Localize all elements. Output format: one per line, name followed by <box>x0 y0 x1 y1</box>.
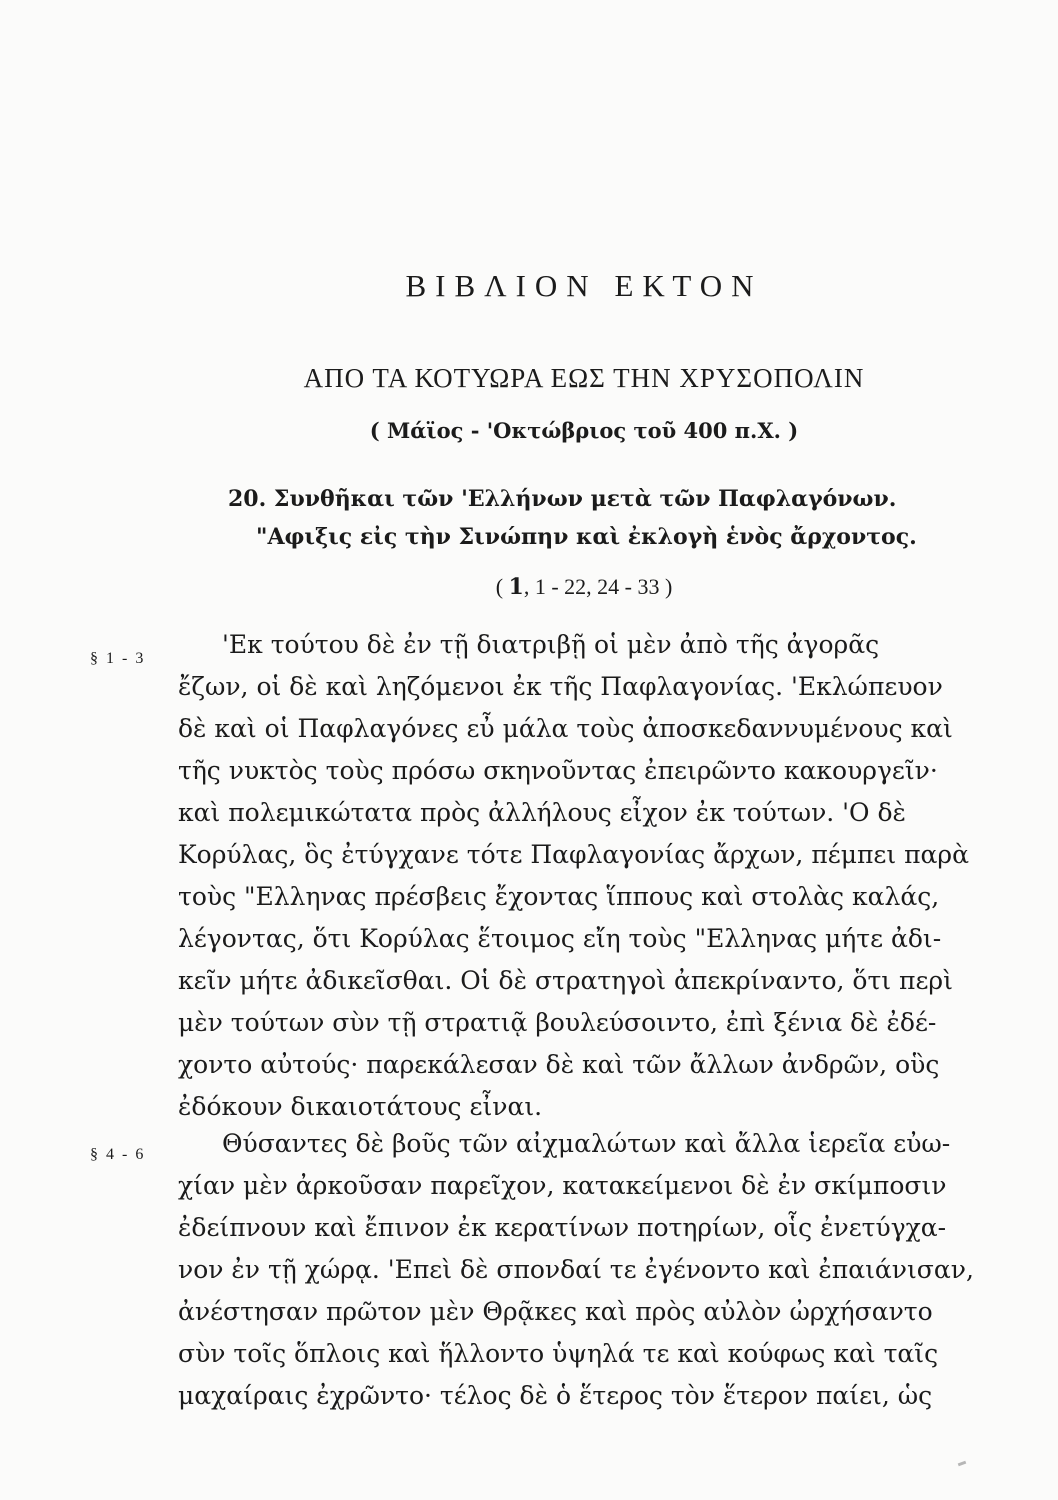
citation-range: , 1 - 22, 24 - 33 ) <box>523 574 673 599</box>
text-line: ἀνέστησαν πρῶτον μὲν Θρᾷκες καὶ πρὸς αὐλὸν ὠρχήσαντο <box>178 1297 933 1326</box>
margin-reference: § 1 - 3 <box>90 650 146 667</box>
text-line: μαχαίραις ἐχρῶντο· τέλος δὲ ὁ ἕτερος τὸν ἕτερον παίει, ὡς <box>178 1381 933 1410</box>
text-line: ἐδείπνουν καὶ ἔπινον ἐκ κερατίνων ποτηρίων, οἷς ἐνετύγχα- <box>178 1213 947 1242</box>
text-line: μὲν τούτων σὺν τῇ στρατιᾷ βουλεύσοιντο, ἐπὶ ξένια δὲ ἐδέ- <box>178 1008 937 1037</box>
paragraph-1 <box>178 624 1018 1128</box>
text-line: νον ἐν τῇ χώρᾳ. 'Επεὶ δὲ σπονδαί τε ἐγένοντο καὶ ἐπαιάνισαν, <box>178 1255 974 1284</box>
text-line: Κορύλας, ὃς ἐτύγχανε τότε Παφλαγονίας ἄρχων, πέμπει παρὰ <box>178 840 969 869</box>
chapter-heading <box>228 480 988 556</box>
route-title: ΑΠΟ ΤΑ ΚΟΤΥΩΡΑ ΕΩΣ ΤΗΝ ΧΡΥΣΟΠΟΛΙΝ <box>303 363 865 393</box>
text-line: λέγοντας, ὅτι Κορύλας ἕτοιμος εἴη τοὺς "Ελληνας μήτε ἀδι- <box>178 924 942 953</box>
paragraph-2 <box>178 1123 1018 1417</box>
text-line: χίαν μὲν ἀρκοῦσαν παρεῖχον, κατακείμενοι δὲ ἐν σκίμποσιν <box>178 1171 947 1200</box>
chapter-heading-line-2: "Αφιξις εἰς τὴν Σινώπην καὶ ἐκλογὴ ἑνὸς ἄρχοντος. <box>256 524 917 550</box>
text-line: καὶ πολεμικώτατα πρὸς ἀλλήλους εἶχον ἐκ τούτων. 'Ο δὲ <box>178 798 906 827</box>
date-range: ( Μάϊος - 'Οκτώβριος τοῦ 400 π.Χ. ) <box>369 418 799 443</box>
book-title: ΒΙΒΛΙΟΝ ΕΚΤΟΝ <box>405 268 763 303</box>
text-line: τοὺς "Ελληνας πρέσβεις ἔχοντας ἵππους καὶ στολὰς καλάς, <box>178 882 940 911</box>
text-line: κεῖν μήτε ἀδικεῖσθαι. Οἱ δὲ στρατηγοὶ ἀπεκρίναντο, ὅτι περὶ <box>178 966 953 995</box>
citation-book-number: 1 <box>508 574 524 600</box>
text-line: δὲ καὶ οἱ Παφλαγόνες εὖ μάλα τοὺς ἀποσκεδαννυμένους καὶ <box>178 714 953 743</box>
text-line: Θύσαντες δὲ βοῦς τῶν αἰχμαλώτων καὶ ἄλλα ἱερεῖα εὐω- <box>222 1129 951 1158</box>
text-line: 'Εκ τούτου δὲ ἐν τῇ διατριβῇ οἱ μὲν ἀπὸ τῆς ἀγορᾶς <box>222 630 880 659</box>
source-citation <box>0 574 1058 600</box>
text-line: χοντο αὐτούς· παρεκάλεσαν δὲ καὶ τῶν ἄλλων ἀνδρῶν, οὓς <box>178 1050 940 1079</box>
margin-reference: § 4 - 6 <box>90 1146 146 1163</box>
citation-open: ( <box>495 574 509 599</box>
text-line: σὺν τοῖς ὅπλοις καὶ ἥλλοντο ὑψηλά τε καὶ κούφως καὶ ταῖς <box>178 1339 939 1368</box>
chapter-heading-line-1: 20. Συνθῆκαι τῶν 'Ελλήνων μετὰ τῶν Παφλαγόνων. <box>228 486 897 512</box>
text-line: ἔζων, οἱ δὲ καὶ ληζόμενοι ἐκ τῆς Παφλαγονίας. 'Εκλώπευον <box>178 672 943 701</box>
text-line: τῆς νυκτὸς τοὺς πρόσω σκηνοῦντας ἐπειρῶντο κακουργεῖν· <box>178 756 938 785</box>
paper-speck <box>958 1461 967 1467</box>
text-line: ἐδόκουν δικαιοτάτους εἶναι. <box>178 1092 543 1121</box>
